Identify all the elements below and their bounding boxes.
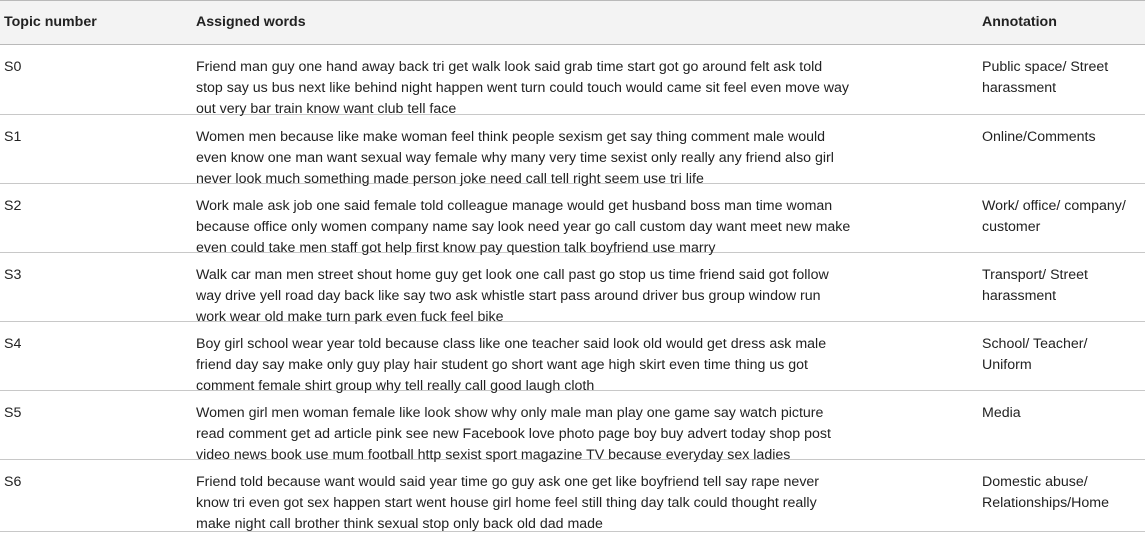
table-row — [0, 391, 1145, 463]
table-row — [0, 253, 1145, 325]
topic-number-cell: S2 — [4, 198, 22, 214]
header-annotation: Annotation — [982, 14, 1057, 30]
table-row — [0, 45, 1145, 115]
table-header — [0, 0, 1145, 45]
assigned-words-cell: Women girl men woman female like look show why only male man play one game say watch picture read comment get ad article pink see new Facebook love photo page boy buy advert today shop post video news book use mum football http sexist sport magazine TV because everyday sex ladies — [196, 405, 831, 463]
header-assigned-words: Assigned words — [196, 14, 306, 30]
topic-number-cell: S5 — [4, 405, 22, 421]
assigned-words-cell: Friend man guy one hand away back tri get walk look said grab time start got go around felt ask told stop say us bus next like behind night happen went turn could touch would came sit feel even move way out very bar train know want club tell face — [196, 59, 850, 117]
topic-number-cell: S3 — [4, 267, 22, 283]
table-row — [0, 460, 1145, 532]
assigned-words-cell: Boy girl school wear year told because class like one teacher said look old would get dress ask male friend day say make only guy play hair student go short want age high skirt even time thing us got comment female shirt group why tell really call good laugh cloth — [196, 336, 827, 394]
assigned-words-cell: Friend told because want would said year time go guy ask one get like boyfriend tell say rape never know tri even got sex happen start went house girl home feel still thing day talk could thought really make night call brother think sexual stop only back old dad made — [196, 474, 820, 532]
topic-number-cell: S4 — [4, 336, 22, 352]
annotation-cell: Transport/ Street harassment — [982, 267, 1088, 304]
topic-number-cell: S1 — [4, 129, 22, 145]
assigned-words-cell: Walk car man men street shout home guy get look one call past go stop us time friend said got follow way drive yell road day back like say two ask whistle start pass around driver bus group window run work wear old make turn park even fuck feel bike — [196, 267, 829, 325]
annotation-cell: Online/Comments — [982, 129, 1096, 145]
topic-number-cell: S0 — [4, 59, 22, 75]
annotation-cell: Domestic abuse/ Relationships/Home — [982, 474, 1109, 511]
annotation-cell: Work/ office/ company/ customer — [982, 198, 1126, 235]
annotation-cell: Media — [982, 405, 1021, 421]
table-row — [0, 184, 1145, 256]
assigned-words-cell: Women men because like make woman feel think people sexism get say thing comment male would even know one man want sexual way female why many very time sexist only really any friend also girl never look much something made person joke need call tell right seem use tri life — [196, 129, 834, 187]
table-row — [0, 115, 1145, 187]
table-row — [0, 322, 1145, 394]
assigned-words-cell: Work male ask job one said female told colleague manage would get husband boss man time woman because office only women company name say look need year go call custom day want meet new make even could take men staff got help first know pay question talk boyfriend use marry — [196, 198, 851, 256]
header-topic-number: Topic number — [4, 14, 97, 30]
annotation-cell: School/ Teacher/ Uniform — [982, 336, 1088, 373]
annotation-cell: Public space/ Street harassment — [982, 59, 1109, 96]
topic-number-cell: S6 — [4, 474, 22, 490]
